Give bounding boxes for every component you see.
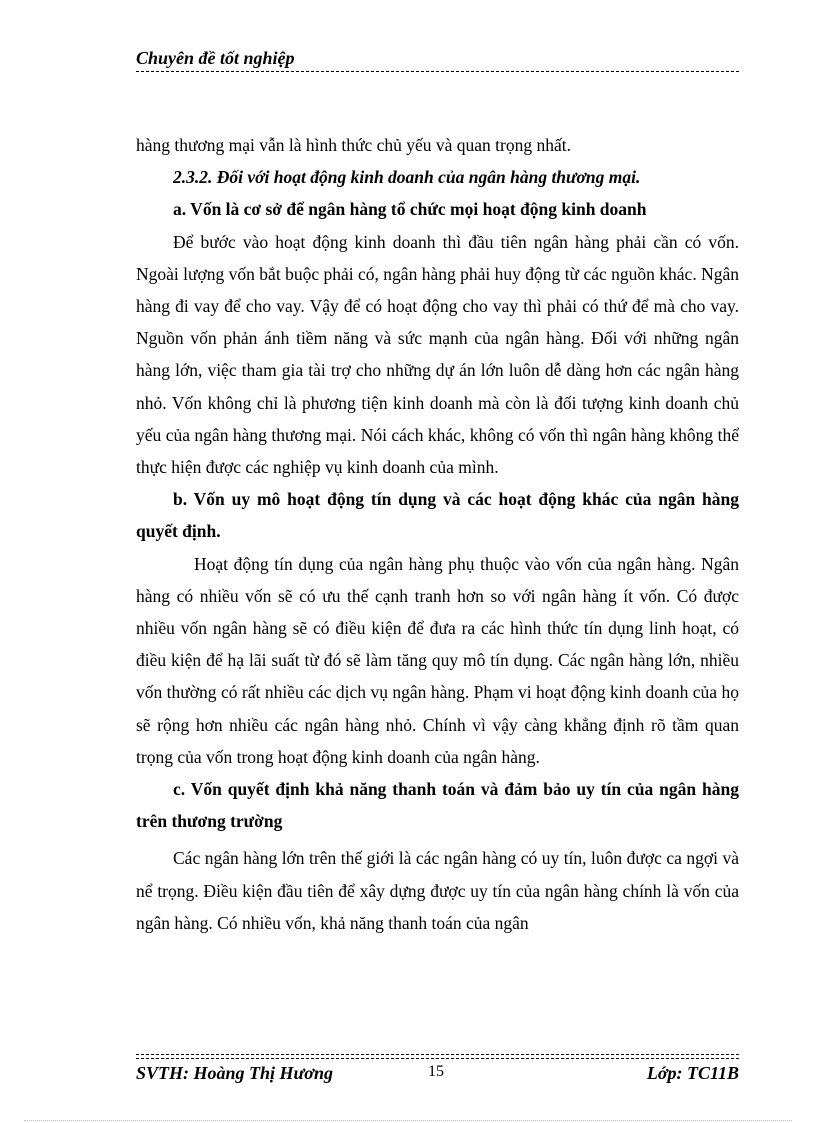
section-heading-2-3-2: 2.3.2. Đối với hoạt động kinh doanh của ngân hàng thương mại. (173, 167, 641, 188)
footer-author: SVTH: Hoàng Thị Hương (136, 1063, 333, 1083)
header-title: Chuyên đề tốt nghiệp (136, 48, 295, 68)
paragraph-continuation: hàng thương mại vẫn là hình thức chủ yếu và quan trọng nhất. (136, 135, 571, 155)
footer-class: Lớp: TC11B (646, 1063, 739, 1083)
footer-divider-top (136, 1054, 739, 1055)
header-divider (136, 71, 739, 72)
paragraph-a: Để bước vào hoạt động kinh doanh thì đầu tiên ngân hàng phải cần có vốn. Ngoài lượng vốn bắt buộc phải có, ngân hàng phải huy động từ các nguồn khác. Ngân hàng đi vay để cho vay. Vậy để có hoạt động cho vay thì phải có thứ để mà cho vay. Nguồn vốn phản ánh tiềm năng và sức mạnh của ngân hàng. Đối với những ngân hàng lớn, việc tham gia tài trợ cho những dự án lớn luôn dễ dàng hơn các ngân hàng nhỏ. Vốn không chỉ là phương tiện kinh doanh mà còn là đối tượng kinh doanh chủ yếu của ngân hàng thương mại. Nói cách khác, không có vốn thì ngân hàng không thể thực hiện được các nghiệp vụ kinh doanh của mình. (136, 231, 739, 478)
paragraph-b: Hoạt động tín dụng của ngân hàng phụ thuộc vào vốn của ngân hàng. Ngân hàng có nhiều vốn sẽ có ưu thế cạnh tranh hơn so với ngân hàng ít vốn. Có được nhiều vốn ngân hàng sẽ có điều kiện để đưa ra các hình thức tín dụng linh hoạt, có điều kiện để hạ lãi suất từ đó sẽ làm tăng quy mô tín dụng. Các ngân hàng lớn, nhiều vốn thường có rất nhiều các dịch vụ ngân hàng. Phạm vi hoạt động kinh doanh của họ sẽ rộng hơn nhiều các ngân hàng nhỏ. Chính vì vậy càng khẳng định rõ tầm quan trọng của vốn trong hoạt động kinh doanh của ngân hàng. (136, 553, 739, 767)
footer-divider-bottom (136, 1058, 739, 1059)
subheading-a: a. Vốn là cơ sở để ngân hàng tổ chức mọi hoạt động kinh doanh (173, 199, 647, 220)
page-number: 15 (428, 1063, 444, 1080)
document-body (136, 129, 739, 939)
page-bottom-edge (24, 1120, 792, 1121)
subheading-b: b. Vốn uy mô hoạt động tín dụng và các hoạt động khác của ngân hàng quyết định. (136, 489, 739, 542)
paragraph-c: Các ngân hàng lớn trên thế giới là các ngân hàng có uy tín, luôn được ca ngợi và nể trọng. Điều kiện đầu tiên để xây dựng được uy tín của ngân hàng chính là vốn của ngân hàng. Có nhiều vốn, khả năng thanh toán của ngân (136, 848, 739, 933)
subheading-c: c. Vốn quyết định khả năng thanh toán và đảm bảo uy tín của ngân hàng trên thương trường (136, 779, 739, 832)
